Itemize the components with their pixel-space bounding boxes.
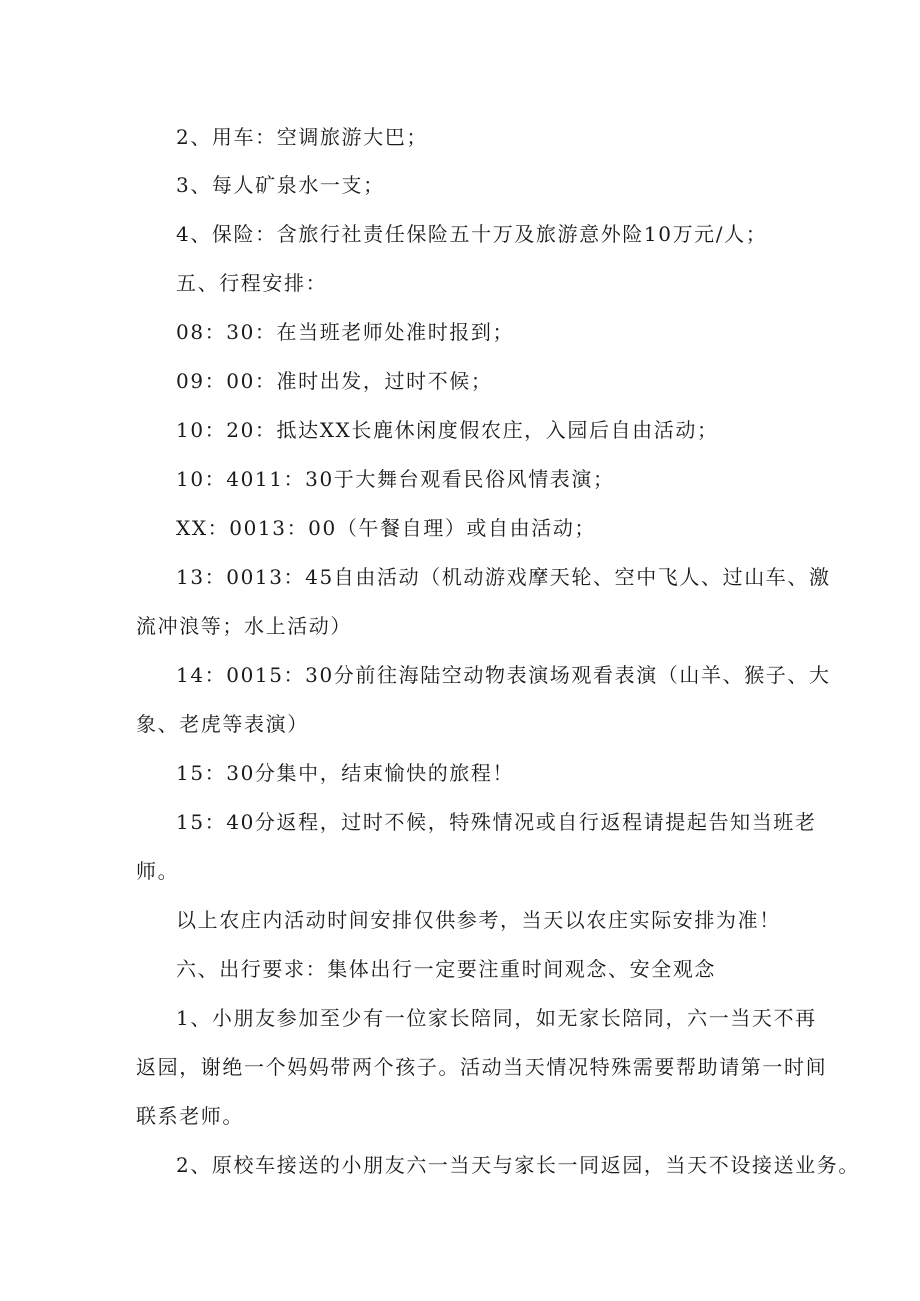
itinerary-item-lunch: XX：0013：00（午餐自理）或自由活动； (176, 516, 597, 540)
requirement-item-2: 2、原校车接送的小朋友六一当天与家长一同返园，当天不设接送业务。 (176, 1153, 860, 1177)
text-line-vehicle: 2、用车：空调旅游大巴； (176, 125, 428, 149)
itinerary-item-1020: 10：20：抵达XX长鹿休闲度假农庄，入园后自由活动； (176, 418, 719, 442)
section-heading-requirements: 六、出行要求：集体出行一定要注重时间观念、安全观念 (176, 957, 716, 981)
requirement-item-1-cont: 返园，谢绝一个妈妈带两个孩子。活动当天情况特殊需要帮助请第一时间 (136, 1055, 828, 1079)
itinerary-item-1530: 15：30分集中，结束愉快的旅程！ (176, 761, 515, 785)
itinerary-item-1400: 14：0015：30分前往海陆空动物表演场观看表演（山羊、猴子、大 (176, 663, 831, 687)
itinerary-item-1540: 15：40分返程，过时不候，特殊情况或自行返程请提起告知当班老 (176, 810, 817, 834)
itinerary-item-1540-cont: 师。 (136, 859, 180, 883)
itinerary-item-1040: 10：4011：30于大舞台观看民俗风情表演； (176, 467, 615, 491)
text-line-insurance: 4、保险：含旅行社责任保险五十万及旅游意外险10万元/人； (176, 222, 768, 246)
requirement-item-1-end: 联系老师。 (136, 1104, 244, 1128)
itinerary-item-1300: 13：0013：45自由活动（机动游戏摩天轮、空中飞人、过山车、激 (176, 565, 831, 589)
itinerary-item-1300-cont: 流冲浪等；水上活动） (136, 614, 352, 638)
itinerary-item-0900: 09：00：准时出发，过时不候； (176, 369, 493, 393)
text-line-water: 3、每人矿泉水一支； (176, 173, 385, 197)
itinerary-note: 以上农庄内活动时间安排仅供参考，当天以农庄实际安排为准！ (176, 908, 781, 932)
itinerary-item-1400-cont: 象、老虎等表演） (136, 712, 309, 736)
requirement-item-1: 1、小朋友参加至少有一位家长陪同，如无家长陪同，六一当天不再 (176, 1006, 817, 1030)
itinerary-item-0830: 08：30：在当班老师处准时报到； (176, 320, 515, 344)
section-heading-itinerary: 五、行程安排： (176, 271, 328, 295)
